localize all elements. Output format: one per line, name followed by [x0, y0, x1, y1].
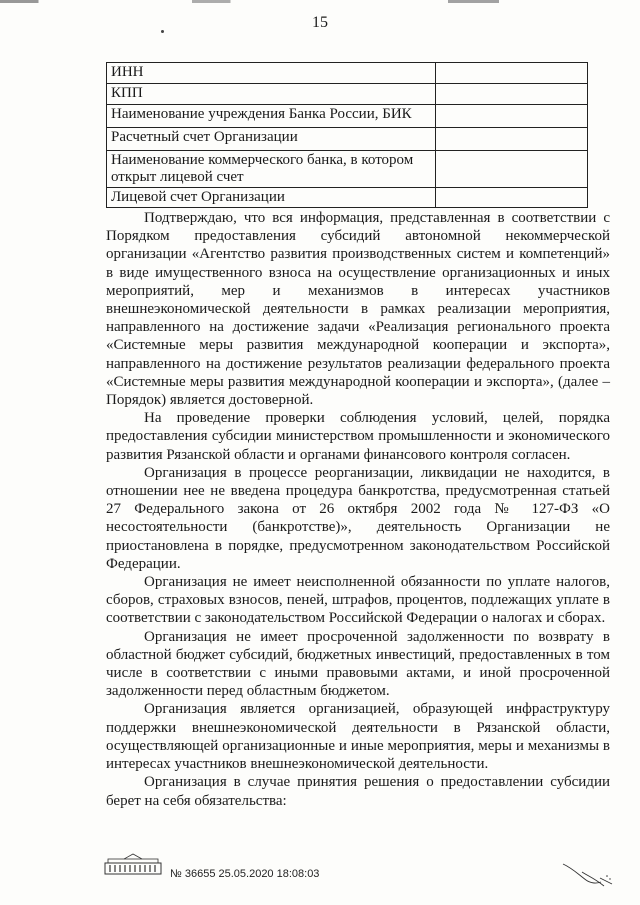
scan-dot [161, 30, 164, 33]
row-value-inn [436, 63, 588, 84]
table-row [107, 105, 588, 128]
table-row [107, 128, 588, 151]
table-row [107, 188, 588, 208]
row-label-commercial-bank: Наименование коммерческого банка, в котором открыт лицевой счет [107, 151, 436, 188]
paragraph-no-tax-debt: Организация не имеет неисполненной обязанности по уплате налогов, сборов, страховых взносов, пеней, штрафов, процентов, подлежащих уплате в соответствии с законодательством Российской Федерации о налогах и сборах. [106, 574, 610, 627]
row-label-settlement-account: Расчетный счет Организации [107, 128, 436, 151]
row-value-bank-bik [436, 105, 588, 128]
paragraph-obligations: Организация в случае принятия решения о предоставлении субсидии берет на себя обязательства: [106, 774, 610, 809]
document-body [106, 209, 610, 810]
paragraph-no-reorganization: Организация в процессе реорганизации, ликвидации не находится, в отношении нее не введена процедура банкротства, предусмотренная статьей 27 Федерального закона от 26 октября 2002 года № 127-ФЗ «О несостоятельности (банкротстве)», деятельность Организации не приостановлена в порядке, предусмотренном законодательством Российской Федерации. [106, 464, 610, 572]
table-row [107, 84, 588, 105]
requisites-table [106, 62, 588, 208]
row-label-kpp: КПП [107, 84, 436, 105]
row-label-personal-account: Лицевой счет Организации [107, 188, 436, 208]
paragraph-no-overdue-debt: Организация не имеет просроченной задолженности по возврату в областной бюджет субсидий, бюджетных инвестиций, предоставленных в том числе в соответствии с иными правовыми актами, и иной просроченной задолженности перед областным бюджетом. [106, 628, 610, 700]
paragraph-confirmation: Подтверждаю, что вся информация, представленная в соответствии с Порядком предоставления субсидий автономной некоммерческой организации «Агентство развития производственных систем и компетенций» в виде имущественного взноса на осуществление организационных и иных мероприятий, мер и механизмов в интересах участников внешнеэкономической деятельности в рамках реализации мероприятия, направленного на достижение задачи «Реализация регионального проекта «Системные меры развития международной кооперации и экспорта», направленного на достижение результатов реализации федерального проекта «Системные меры развития международной кооперации и экспорта», (далее – Порядок) является достоверной. [106, 210, 610, 409]
registration-number: № 36655 25.05.2020 18:08:03 [170, 868, 320, 880]
row-label-inn: ИНН [107, 63, 436, 84]
paragraph-infrastructure: Организация является организацией, образующей инфраструктуру поддержки внешнеэкономической деятельности в Рязанской области, осуществляющей организационные и иные мероприятия, меры и механизмы в интересах участников внешнеэкономической деятельности. [106, 701, 610, 773]
row-value-settlement-account [436, 128, 588, 151]
building-stamp-icon [104, 853, 162, 875]
signature-mark [560, 858, 615, 890]
table-row [107, 63, 588, 84]
table-row [107, 151, 588, 188]
page-number: 15 [312, 14, 328, 31]
row-value-personal-account [436, 188, 588, 208]
paragraph-inspection-consent: На проведение проверки соблюдения условий, целей, порядка предоставления субсидии министерством промышленности и экономического развития Рязанской области и органами финансового контроля согласен. [106, 410, 610, 463]
scan-artifact [0, 0, 640, 3]
row-label-bank-bik: Наименование учреждения Банка России, БИК [107, 105, 436, 128]
row-value-commercial-bank [436, 151, 588, 188]
row-value-kpp [436, 84, 588, 105]
